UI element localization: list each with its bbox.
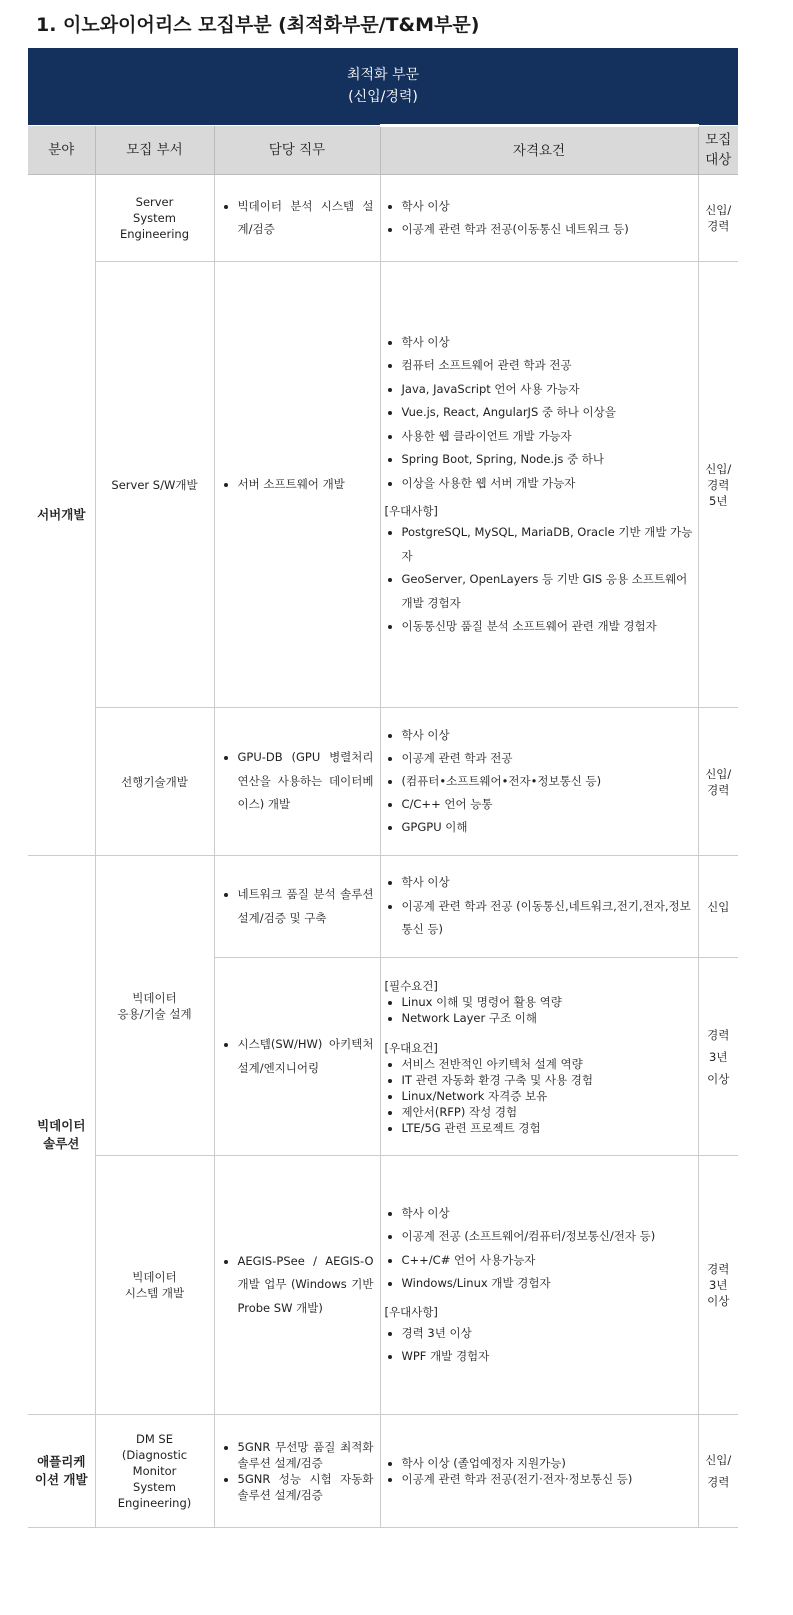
req-item: • 이공계 관련 학과 전공 [402, 747, 694, 770]
table-row [28, 262, 738, 708]
must-label: [필수요건] [384, 978, 438, 993]
target-line: 신입/ [705, 766, 732, 781]
target-cell [698, 262, 738, 708]
header-duty: 담당 직무 [214, 126, 380, 175]
req-item: • 이공계 관련 학과 전공 (이동통신,네트워크,전기,전자,정보통신 등) [402, 895, 694, 942]
pref-item: • GeoServer, OpenLayers 등 기반 GIS 응용 소프트웨어 개발 경험자 [402, 568, 694, 615]
target-line: 신입/ [705, 203, 732, 217]
header-requirements: 자격요건 [380, 126, 698, 175]
field-line: 애플리케 [37, 1454, 86, 1469]
duty-cell [214, 958, 380, 1156]
req-item: • 컴퓨터 소프트웨어 관련 학과 전공 [402, 354, 694, 378]
header-field: 분야 [28, 126, 95, 175]
req-item: • (컴퓨터•소프트웨어•전자•정보통신 등) [402, 770, 694, 793]
duty-item: • GPU-DB (GPU 병렬처리 연산을 사용하는 데이터베이스) 개발 [238, 746, 374, 817]
req-item: • 학사 이상 [402, 195, 694, 219]
target-line: 3년 [709, 1049, 728, 1064]
duty-cell [214, 1415, 380, 1528]
target-line: 3년 [709, 1278, 728, 1292]
table-row [28, 708, 738, 856]
duty-item: • 네트워크 품질 분석 솔루션 설계/검증 및 구축 [238, 883, 374, 930]
target-cell [698, 1415, 738, 1528]
pref-item: • LTE/5G 관련 프로젝트 경험 [402, 1120, 694, 1136]
dept-cell [95, 1415, 214, 1528]
header-target-line: 대상 [705, 151, 732, 168]
pref-item: • PostgreSQL, MySQL, MariaDB, Oracle 기반 개발 가능자 [402, 521, 694, 568]
table-row [28, 175, 738, 262]
page-title: 1. 이노와이어리스 모집부분 (최적화부문/T&M부문) [36, 14, 480, 36]
recruitment-table [28, 124, 738, 1528]
req-item: • Spring Boot, Spring, Node.js 중 하나 [402, 448, 694, 472]
pref-item: • Linux/Network 자격증 보유 [402, 1088, 694, 1104]
req-item: • 학사 이상 [402, 724, 694, 747]
dept-line: Engineering) [117, 1496, 192, 1510]
target-line: 경력 [707, 219, 730, 233]
dept-cell [95, 856, 214, 1156]
field-server: 서버개발 [28, 175, 95, 856]
section-banner [28, 48, 738, 125]
req-item: • C++/C# 언어 사용가능자 [402, 1249, 694, 1273]
req-item: • GPGPU 이해 [402, 816, 694, 839]
req-item: • Windows/Linux 개발 경험자 [402, 1272, 694, 1296]
dept-line: (Diagnostic [121, 1448, 188, 1462]
req-cell [380, 1156, 698, 1415]
target-cell [698, 708, 738, 856]
target-line: 5년 [709, 493, 728, 508]
dept-line: DM SE [136, 1432, 173, 1446]
banner-title: 최적화 부문 [346, 67, 420, 83]
dept-line: 빅데이터 [132, 990, 177, 1005]
target-line: 경력 [707, 1262, 730, 1276]
field-line: 이션 개발 [34, 1472, 88, 1487]
req-item: • 학사 이상 (졸업예정자 지원가능) [402, 1455, 694, 1471]
dept-cell: 선행기술개발 [95, 708, 214, 856]
req-item: • 학사 이상 [402, 331, 694, 355]
table-row [28, 1156, 738, 1415]
duty-cell [214, 708, 380, 856]
req-item: • 학사 이상 [402, 871, 694, 895]
req-cell [380, 262, 698, 708]
target-line: 경력 [707, 1027, 730, 1042]
duty-item: • 시스템(SW/HW) 아키텍처 설계/엔지니어링 [238, 1033, 374, 1080]
target-line: 신입/ [705, 1453, 732, 1467]
header-target [698, 126, 738, 175]
dept-line: System [133, 211, 176, 225]
req-item: • 이공계 관련 학과 전공(전기·전자·정보통신 등) [402, 1471, 694, 1487]
duty-item: • AEGIS-PSee / AEGIS-O 개발 업무 (Windows 기반 Probe SW 개발) [238, 1250, 374, 1321]
target-line: 이상 [707, 1294, 730, 1308]
req-cell [380, 1415, 698, 1528]
dept-line: 시스템 개발 [124, 1286, 185, 1300]
pref-item: • WPF 개발 경험자 [402, 1345, 694, 1369]
pref-item: • 경력 3년 이상 [402, 1322, 694, 1346]
field-line: 빅데이터 [37, 1118, 86, 1133]
pref-item: • 서비스 전반적인 아키텍처 설계 역량 [402, 1056, 694, 1072]
req-cell [380, 958, 698, 1156]
field-app [28, 1415, 95, 1528]
pref-label: [우대사항] [384, 1304, 438, 1319]
req-item: • 이상을 사용한 웹 서버 개발 가능자 [402, 472, 694, 496]
target-line: 신입/ [705, 461, 732, 476]
table-header-row [28, 126, 738, 175]
dept-line: 응용/기술 설계 [117, 1006, 192, 1021]
must-item: • Linux 이해 및 명령어 활용 역량 [402, 994, 694, 1010]
banner-subtitle: (신입/경력) [348, 89, 418, 105]
dept-line: System [133, 1480, 176, 1494]
target-cell [698, 958, 738, 1156]
req-cell [380, 856, 698, 958]
header-target-line: 모집 [705, 131, 732, 148]
target-line: 경력 [707, 782, 730, 797]
dept-line: Server [135, 195, 174, 209]
duty-item: • 서버 소프트웨어 개발 [238, 473, 374, 497]
target-line: 경력 [707, 477, 730, 492]
duty-cell [214, 175, 380, 262]
req-item: • 이공계 관련 학과 전공(이동통신 네트워크 등) [402, 218, 694, 242]
req-item: • 학사 이상 [402, 1202, 694, 1226]
duty-item: • 빅데이터 분석 시스템 설계/검증 [238, 195, 374, 242]
req-cell [380, 708, 698, 856]
req-item: • 이공계 전공 (소프트웨어/컴퓨터/정보통신/전자 등) [402, 1225, 694, 1249]
duty-cell [214, 262, 380, 708]
target-cell: 신입 [698, 856, 738, 958]
duty-item: • 5GNR 무선망 품질 최적화 솔루션 설계/검증 [238, 1439, 374, 1471]
target-cell [698, 175, 738, 262]
must-item: • Network Layer 구조 이해 [402, 1010, 694, 1026]
dept-line: Engineering [120, 227, 189, 241]
pref-label: [우대요건] [384, 1040, 438, 1055]
header-dept: 모집 부서 [95, 126, 214, 175]
pref-item: • 제안서(RFP) 작성 경험 [402, 1104, 694, 1120]
target-line: 이상 [707, 1071, 730, 1086]
pref-item: • IT 관련 자동화 환경 구축 및 사용 경험 [402, 1072, 694, 1088]
dept-line: 빅데이터 [132, 1270, 177, 1284]
req-item: • 사용한 웹 클라이언트 개발 가능자 [402, 425, 694, 449]
duty-item: • 5GNR 성능 시험 자동화 솔루션 설계/검증 [238, 1471, 374, 1503]
duty-cell [214, 856, 380, 958]
field-line: 솔루션 [43, 1136, 80, 1151]
req-item: • C/C++ 언어 능통 [402, 793, 694, 816]
table-row [28, 1415, 738, 1528]
pref-item: • 이동통신망 품질 분석 소프트웨어 관련 개발 경험자 [402, 615, 694, 639]
dept-cell: Server S/W개발 [95, 262, 214, 708]
target-cell [698, 1156, 738, 1415]
dept-cell [95, 175, 214, 262]
req-cell [380, 175, 698, 262]
duty-cell [214, 1156, 380, 1415]
dept-cell [95, 1156, 214, 1415]
field-bigdata [28, 856, 95, 1415]
pref-label: [우대사항] [384, 504, 438, 518]
req-item: • Vue.js, React, AngularJS 중 하나 이상을 [402, 401, 694, 425]
req-item: • Java, JavaScript 언어 사용 가능자 [402, 378, 694, 402]
table-row [28, 856, 738, 958]
target-line: 경력 [707, 1475, 730, 1489]
dept-line: Monitor [132, 1464, 177, 1478]
